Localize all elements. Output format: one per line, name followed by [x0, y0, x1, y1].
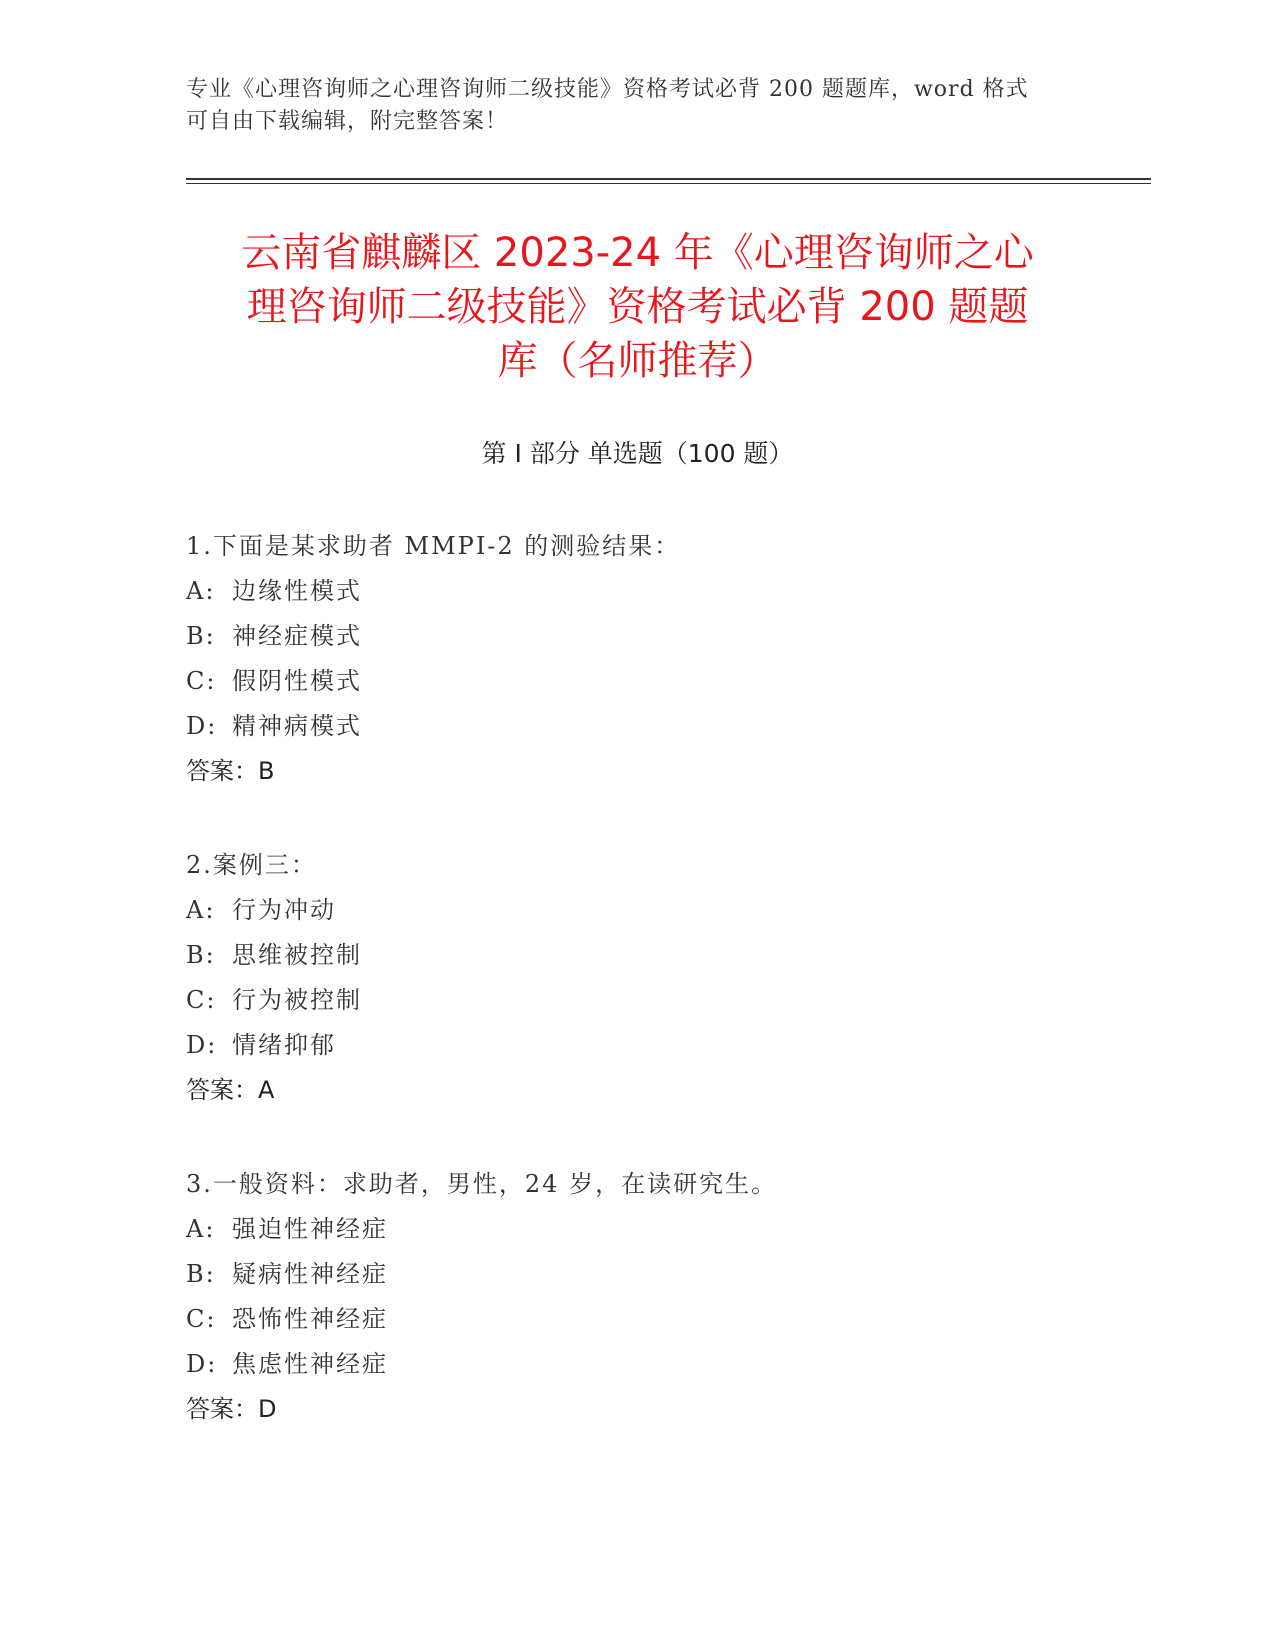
document-title-line-1: 云南省麒麟区 2023-24 年《心理咨询师之心 [241, 230, 1034, 276]
option-c [186, 978, 1086, 1023]
section-heading: 第 I 部分 单选题（100 题） [481, 439, 794, 468]
option-b [186, 933, 1086, 978]
option-letter: B: [186, 1260, 216, 1288]
document-title [186, 226, 1089, 388]
option-letter: A: [186, 577, 216, 605]
option-text: 思维被控制 [232, 941, 362, 969]
option-letter: A: [186, 896, 216, 924]
option-text: 行为被控制 [232, 986, 362, 1014]
option-text: 神经症模式 [232, 622, 362, 650]
option-text: 行为冲动 [232, 896, 336, 924]
header-note-line-2: 可自由下载编辑，附完整答案！ [186, 109, 509, 134]
option-d [186, 1023, 1086, 1068]
option-b [186, 1252, 1086, 1297]
option-letter: C: [186, 1305, 217, 1333]
header-divider-thin [186, 183, 1151, 184]
option-text: 恐怖性神经症 [232, 1305, 388, 1333]
header-note [186, 74, 1076, 138]
option-text: 假阴性模式 [232, 667, 362, 695]
header-divider-thick [186, 178, 1151, 180]
option-text: 边缘性模式 [232, 577, 362, 605]
question-stem: 1.下面是某求助者 MMPI-2 的测验结果： [186, 532, 681, 560]
option-c [186, 659, 1086, 704]
answer-line: 答案：A [186, 1076, 275, 1104]
document-title-line-3: 库（名师推荐） [497, 338, 778, 384]
option-a [186, 569, 1086, 614]
document-title-line-2: 理咨询师二级技能》资格考试必背 200 题题 [246, 284, 1029, 330]
question-3 [186, 1162, 1086, 1432]
option-text: 焦虑性神经症 [232, 1350, 388, 1378]
option-b [186, 614, 1086, 659]
question-stem: 3.一般资料：求助者，男性，24 岁，在读研究生。 [186, 1170, 778, 1198]
question-stem: 2.案例三： [186, 851, 317, 879]
option-d [186, 1342, 1086, 1387]
answer-line: 答案：B [186, 757, 275, 785]
option-a [186, 888, 1086, 933]
option-letter: D: [186, 1031, 218, 1059]
option-d [186, 704, 1086, 749]
option-letter: D: [186, 712, 218, 740]
option-text: 强迫性神经症 [232, 1215, 388, 1243]
question-2 [186, 843, 1086, 1113]
option-text: 精神病模式 [232, 712, 362, 740]
option-letter: C: [186, 667, 217, 695]
option-text: 情绪抑郁 [232, 1031, 336, 1059]
option-letter: C: [186, 986, 217, 1014]
option-text: 疑病性神经症 [232, 1260, 388, 1288]
option-letter: A: [186, 1215, 216, 1243]
option-letter: B: [186, 941, 216, 969]
answer-line: 答案：D [186, 1395, 277, 1423]
option-c [186, 1297, 1086, 1342]
option-letter: D: [186, 1350, 218, 1378]
option-letter: B: [186, 622, 216, 650]
option-a [186, 1207, 1086, 1252]
header-note-line-1: 专业《心理咨询师之心理咨询师二级技能》资格考试必背 200 题题库，word 格式 [186, 77, 1029, 102]
question-1 [186, 524, 1086, 794]
